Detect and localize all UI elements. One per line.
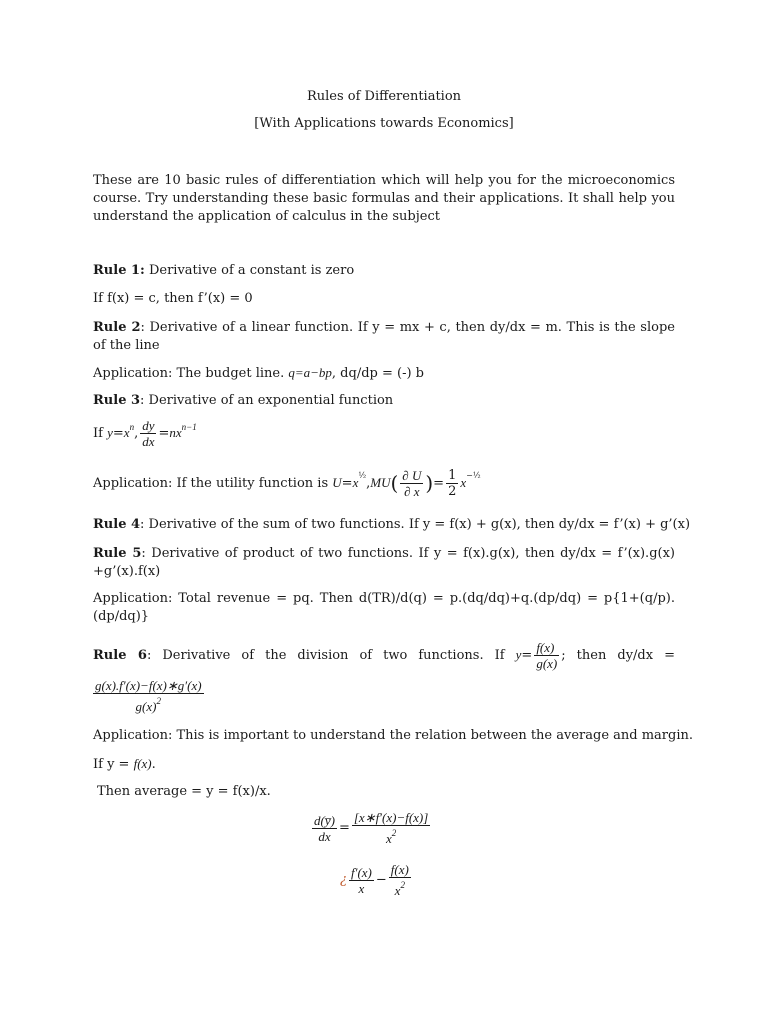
rule-4-text: : Derivative of the sum of two functions. If y = f(x) + g(x), then dy/dx = f’(x) + g’(x) [140, 517, 691, 532]
rule-2-application: Application: The budget line. q=a−bp, dq/dp = (-) b [93, 365, 425, 381]
budget-line-equation: q=a−bp [288, 365, 332, 380]
rule-6-application: Application: This is important to understand the relation between the average and margin. [93, 728, 694, 743]
average-derivative-simplified: ¿ $\frac{f'(x)}{x}$ − $\frac{f(x)}{x^2}$ [340, 862, 409, 898]
average-derivative-formula: $\frac{d(y̅)}{dx}$ = $\frac{[x∗f'(x)-f(x)]}{x^2}$ [314, 810, 429, 846]
rule-1-example: If f(x) = c, then f’(x) = 0 [93, 291, 253, 306]
rule-2-label: Rule 2 [93, 320, 141, 335]
if-y-equals: If y = f(x). [93, 756, 156, 772]
then-average: Then average = y = f(x)/x. [97, 784, 271, 799]
intro-paragraph: These are 10 basic rules of differentiation which will help you for the microeconomics course. Try understanding these basic formulas and their applications. It shall help you understand the application of calculus in the subject [93, 173, 675, 224]
rule-3-application: Application: If the utility function is $U=x^{\frac{1}{2}},MU$( $\frac{\partial U}{\partial x}$ )= $\frac{1}{2}$ $x^{-\frac{1}{2}}$ [93, 468, 481, 499]
rule-6-label: Rule 6 [93, 648, 147, 663]
rule-3-text: : Derivative of an exponential function [140, 393, 394, 408]
rule-5 [93, 545, 675, 581]
rule-5-text: : Derivative of product of two functions. If y = f(x).g(x), then dy/dx = f’(x).g(x) +g’(x).f(x) [93, 546, 675, 579]
rule-2 [93, 319, 675, 355]
rule-2-text: : Derivative of a linear function. If y = mx + c, then dy/dx = m. This is the slope of the line [93, 320, 675, 353]
rule-5-application: Application: Total revenue = pq. Then d(TR)/d(q) = p.(dq/dq)+q.(dp/dq) = p{1+(q/p).(dp/dq)} [93, 591, 675, 624]
rule-1-text: Derivative of a constant is zero [144, 263, 355, 278]
rule-3 [93, 393, 393, 408]
rule-5-label: Rule 5 [93, 546, 142, 561]
rule-4 [93, 517, 690, 532]
rule-3-formula: If $y=x^n$, $\frac{dy}{dx}$ $=nx^{n-1}$ [93, 418, 197, 449]
document-title: Rules of Differentiation [306, 89, 462, 104]
rule-1-label: Rule 1: [93, 263, 145, 278]
document-subtitle: [With Applications towards Economics] [254, 116, 514, 131]
rule-1 [93, 263, 354, 278]
rule-3-label: Rule 3 [93, 393, 141, 408]
rule-4-label: Rule 4 [93, 517, 141, 532]
inverted-question-glyph: ¿ [340, 872, 347, 888]
rule-6: Rule 6: Derivative of the division of two functions. If y= $\frac{f(x)}{g(x)}$ ; then dy/dx = [93, 640, 676, 671]
rule-6-quotient-formula: $\frac{g(x).f'(x)-f(x)∗g'(x)}{g(x)^2}$ [95, 678, 202, 714]
